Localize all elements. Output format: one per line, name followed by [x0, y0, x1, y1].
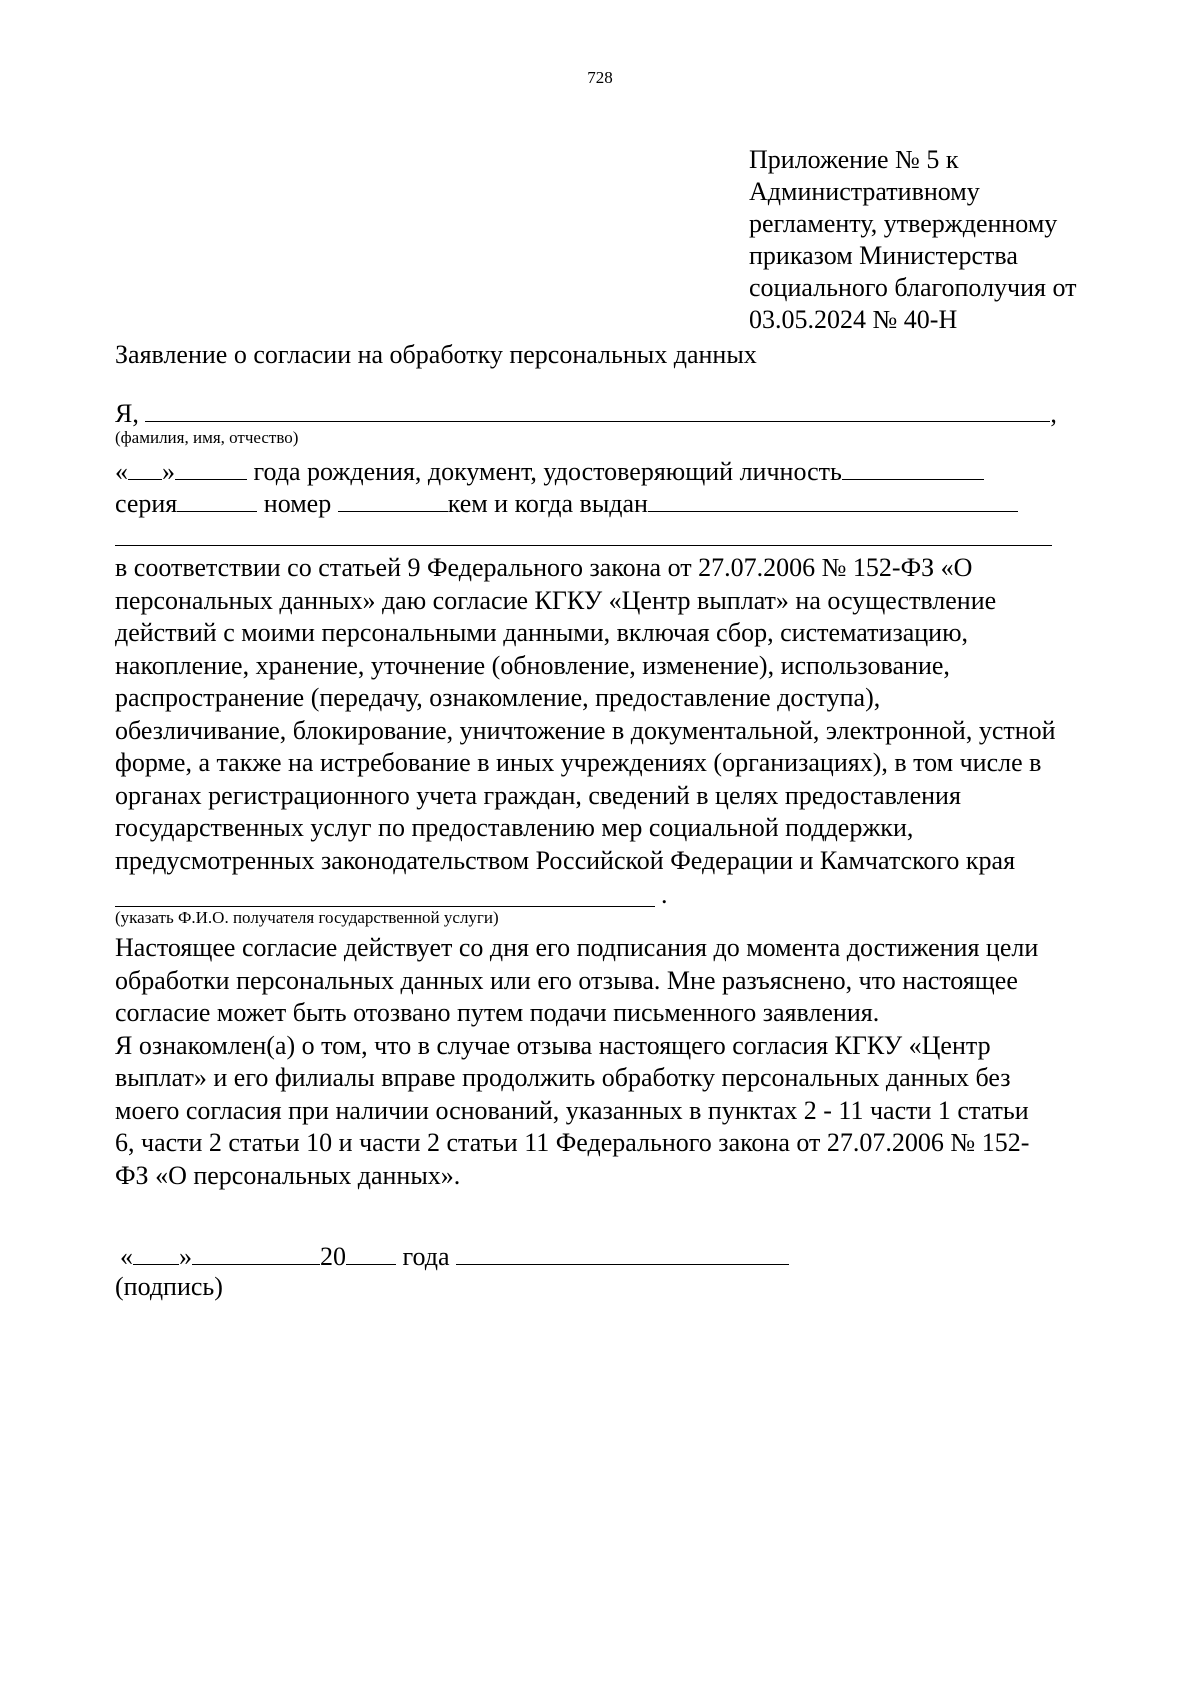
document-line: [115, 487, 1018, 519]
appendix-line: социального благополучия от: [749, 273, 1077, 302]
appendix-line: Административному: [749, 177, 980, 206]
paragraph-line: моего согласия при наличии оснований, указанных в пунктах 2 - 11 части 1 статьи: [115, 1095, 1029, 1125]
appendix-line: регламенту, утвержденному: [749, 209, 1058, 238]
fio-caption: (фамилия, имя, отчество): [115, 428, 299, 447]
identity-document-field[interactable]: [842, 455, 984, 480]
quote-open: «: [120, 1242, 133, 1271]
paragraph-line: персональных данных» даю согласие КГКУ «Центр выплат» на осуществление: [115, 585, 997, 615]
paragraph-line: форме, а также на истребование в иных учреждениях (организациях), в том числе в: [115, 748, 1042, 777]
recipient-name-field[interactable]: [115, 906, 655, 907]
paragraph-line: 6, части 2 статьи 10 и части 2 статьи 11 Федерального закона от 27.07.2006 № 152-: [115, 1128, 1030, 1157]
birth-line: [115, 455, 984, 487]
series-label: серия: [115, 489, 178, 518]
quote-close: »: [162, 457, 175, 486]
page-number: 728: [587, 68, 613, 87]
paragraph-line: обезличивание, блокирование, уничтожение в документальной, электронной, устной: [115, 715, 1056, 745]
paragraph-line: обработки персональных данных или его отзыва. Мне разъяснено, что настоящее: [115, 965, 1018, 995]
consent-paragraph: [115, 552, 1056, 877]
appendix-header: [749, 144, 1077, 336]
appendix-line: Приложение № 5 к: [749, 145, 959, 174]
paragraph-line: распространение (передачу, ознакомление, предоставление доступа),: [115, 683, 881, 712]
document-title: Заявление о согласии на обработку персональных данных: [115, 340, 757, 369]
i-label: Я,: [115, 399, 139, 428]
year-suffix: года: [402, 1242, 450, 1271]
birth-month-year-field[interactable]: [175, 455, 247, 480]
recipient-dot: .: [661, 880, 668, 909]
paragraph-line: в соответствии со статьей 9 Федерального закона от 27.07.2006 № 152-ФЗ «О: [115, 553, 973, 582]
sign-month-field[interactable]: [192, 1240, 320, 1265]
number-field[interactable]: [338, 487, 448, 512]
validity-paragraph: [115, 932, 1038, 1192]
issued-continuation-line[interactable]: [115, 545, 1052, 546]
appendix-line: приказом Министерства: [749, 241, 1018, 270]
birth-day-field[interactable]: [128, 455, 162, 480]
paragraph-line: предусмотренных законодательством Российской Федерации и Камчатского края: [115, 845, 1016, 875]
year-prefix: 20: [320, 1242, 346, 1271]
appendix-line: 03.05.2024 № 40-Н: [749, 305, 958, 334]
paragraph-line: выплат» и его филиалы вправе продолжить обработку персональных данных без: [115, 1063, 1011, 1092]
signature-date-line: [120, 1240, 789, 1272]
fio-field[interactable]: [145, 397, 1050, 422]
series-field[interactable]: [177, 487, 257, 512]
paragraph-line: Я ознакомлен(а) о том, что в случае отзыва настоящего согласия КГКУ «Центр: [115, 1030, 991, 1060]
fio-line: [115, 397, 1057, 429]
paragraph-line: государственных услуг по предоставлению мер социальной поддержки,: [115, 813, 914, 842]
paragraph-line: Настоящее согласие действует со дня его подписания до момента достижения цели: [115, 933, 1039, 962]
recipient-caption: (указать Ф.И.О. получателя государственной услуги): [115, 908, 499, 927]
number-label: номер: [263, 489, 332, 518]
signature-caption: (подпись): [115, 1272, 223, 1301]
paragraph-line: согласие может быть отозвано путем подачи письменного заявления.: [115, 998, 880, 1027]
quote-close: »: [179, 1242, 192, 1271]
signature-field[interactable]: [456, 1240, 789, 1265]
paragraph-line: ФЗ «О персональных данных».: [115, 1160, 461, 1190]
paragraph-line: накопление, хранение, уточнение (обновление, изменение), использование,: [115, 650, 950, 680]
birth-doc-text: года рождения, документ, удостоверяющий личность: [253, 457, 842, 486]
paragraph-line: действий с моими персональными данными, включая сбор, систематизацию,: [115, 618, 969, 647]
fio-comma: ,: [1050, 399, 1057, 428]
sign-year-field[interactable]: [346, 1240, 396, 1265]
quote-open: «: [115, 457, 128, 486]
sign-day-field[interactable]: [133, 1240, 179, 1265]
issued-field[interactable]: [648, 487, 1018, 512]
issued-label: кем и когда выдан: [447, 489, 648, 518]
paragraph-line: органах регистрационного учета граждан, сведений в целях предоставления: [115, 780, 961, 810]
